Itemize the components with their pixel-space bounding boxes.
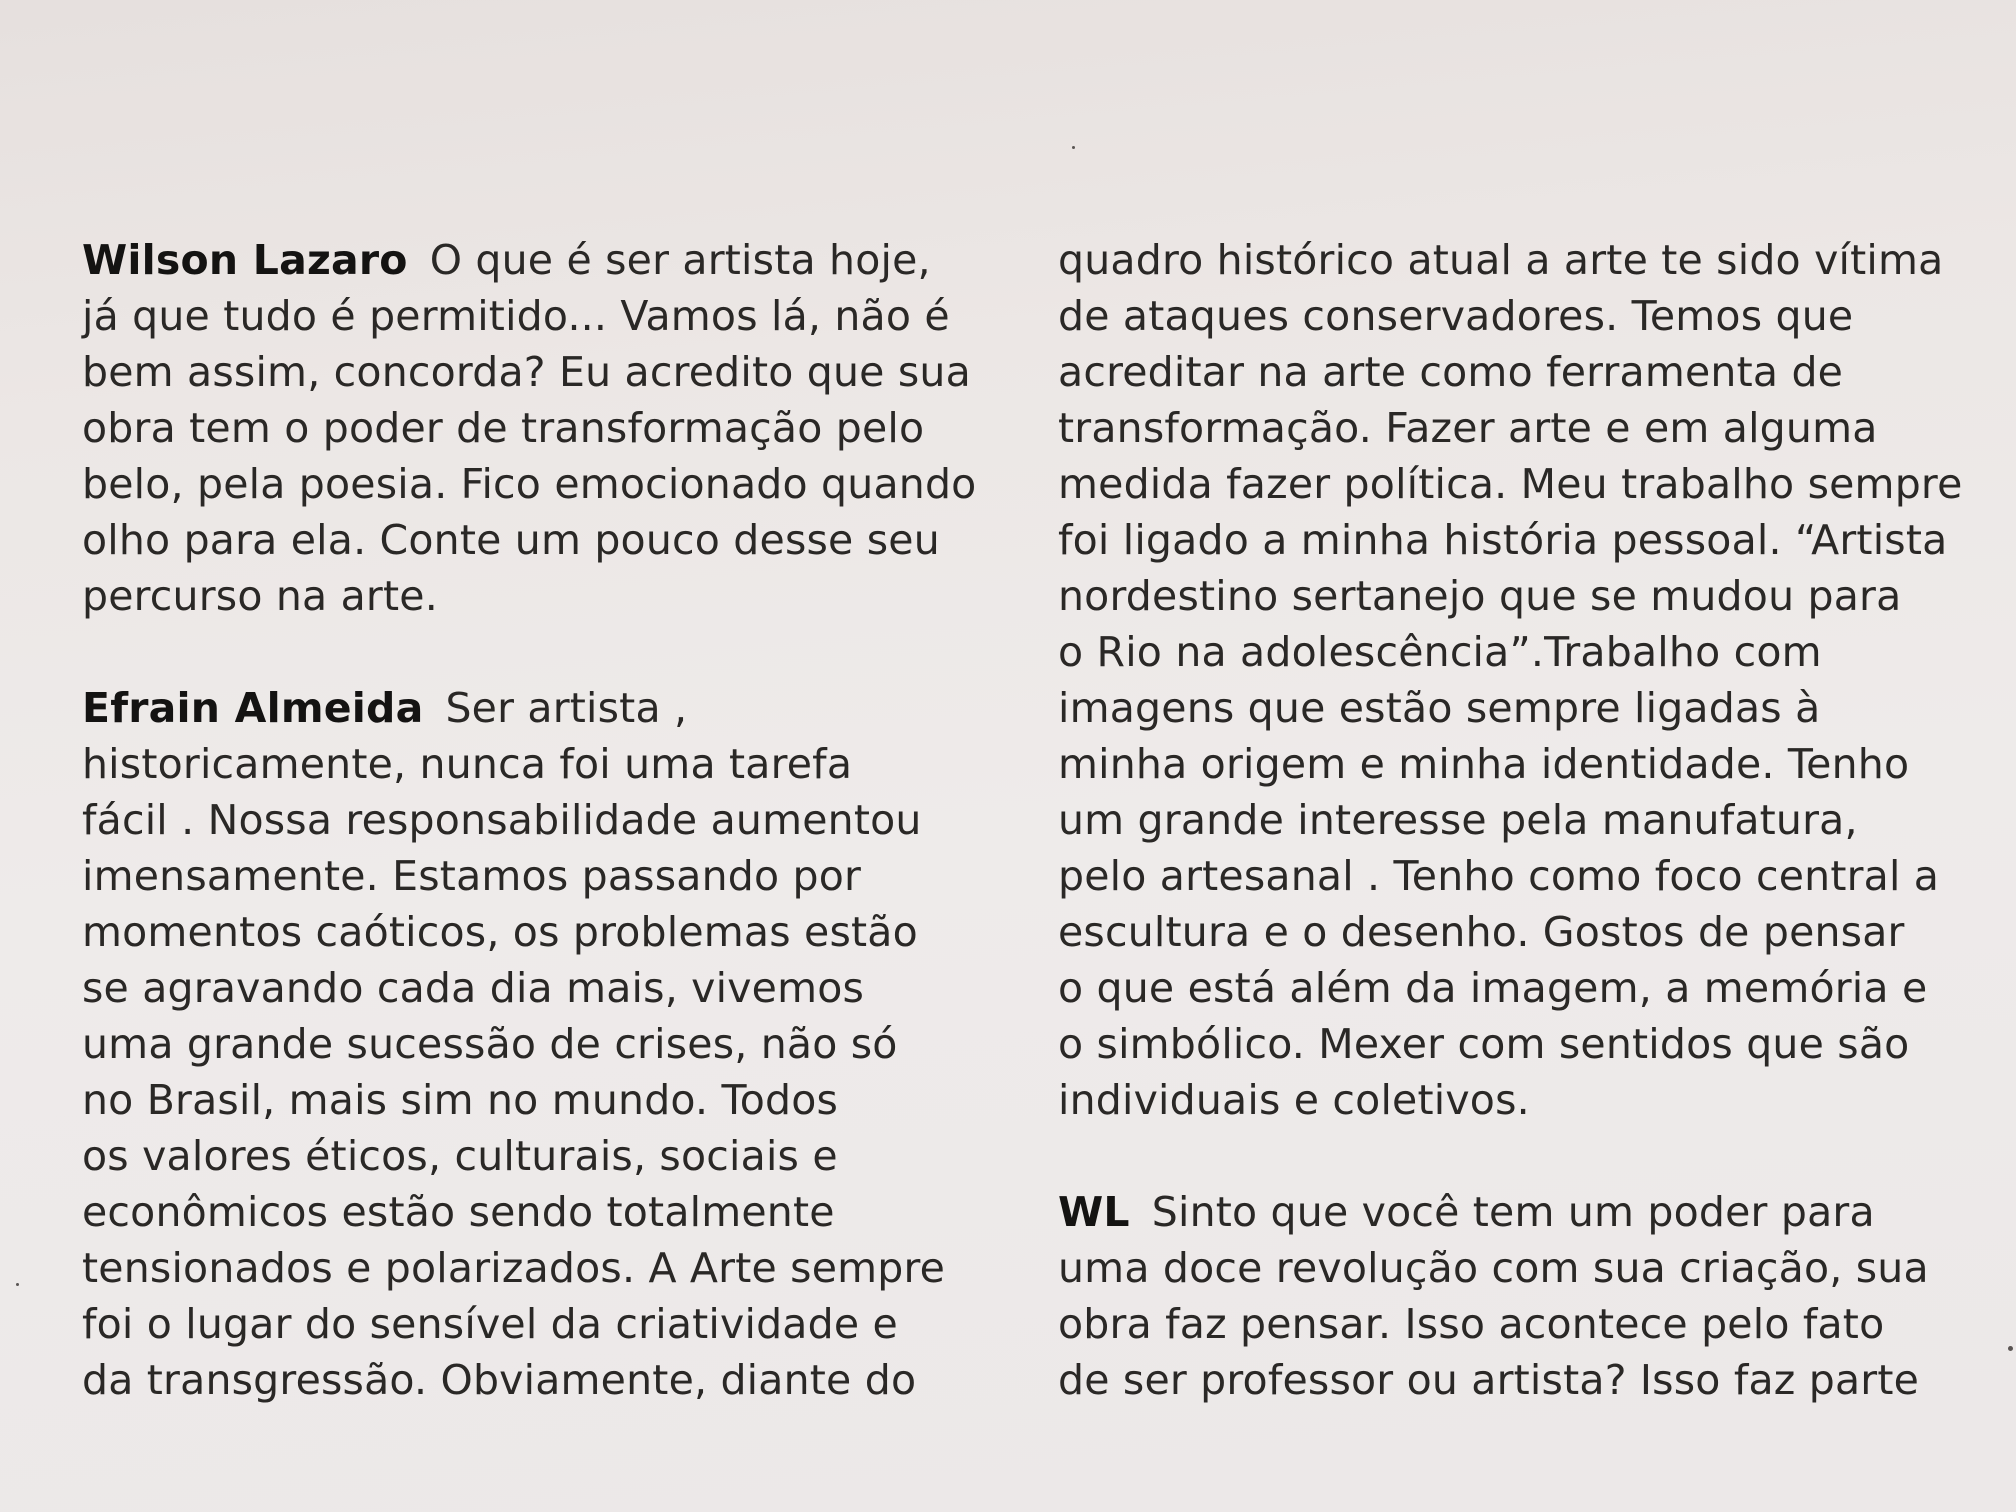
text-line: Wilson Lazaro O que é ser artista hoje, [82, 236, 931, 284]
text-line: bem assim, concorda? Eu acredito que sua [82, 348, 971, 396]
paper-speck [1072, 146, 1075, 149]
text-line: já que tudo é permitido... Vamos lá, não é [82, 292, 950, 340]
text-line: o que está além da imagem, a memória e [1058, 964, 1928, 1012]
text-line: uma doce revolução com sua criação, sua [1058, 1244, 1929, 1292]
text-line: transformação. Fazer arte e em alguma [1058, 404, 1878, 452]
text-line: foi o lugar do sensível da criatividade e [82, 1300, 898, 1348]
text-line: momentos caóticos, os problemas estão [82, 908, 918, 956]
text-line: foi ligado a minha história pessoal. “Artista [1058, 516, 1948, 564]
paragraph-gap [1058, 1128, 1988, 1184]
text-line: se agravando cada dia mais, vivemos [82, 964, 865, 1012]
text-line: um grande interesse pela manufatura, [1058, 796, 1858, 844]
text-line: obra tem o poder de transformação pelo [82, 404, 925, 452]
text-line: individuais e coletivos. [1058, 1076, 1530, 1124]
text-line: de ser professor ou artista? Isso faz parte [1058, 1356, 1920, 1404]
text-line: minha origem e minha identidade. Tenho [1058, 740, 1910, 788]
text-line: de ataques conservadores. Temos que [1058, 292, 1854, 340]
text-line: da transgressão. Obviamente, diante do [82, 1356, 917, 1404]
text-line: tensionados e polarizados. A Arte sempre [82, 1244, 946, 1292]
paragraph-gap [82, 624, 982, 680]
text-line: os valores éticos, culturais, sociais e [82, 1132, 838, 1180]
text-line: acreditar na arte como ferramenta de [1058, 348, 1844, 396]
text-line: quadro histórico atual a arte te sido vítima [1058, 236, 1944, 284]
text-line: obra faz pensar. Isso acontece pelo fato [1058, 1300, 1885, 1348]
text-line: WL Sinto que você tem um poder para [1058, 1188, 1875, 1236]
text-line: escultura e o desenho. Gostos de pensar [1058, 908, 1905, 956]
text-line: no Brasil, mais sim no mundo. Todos [82, 1076, 839, 1124]
speaker-name: Efrain Almeida [82, 684, 424, 732]
text-line: olho para ela. Conte um pouco desse seu [82, 516, 940, 564]
text-line: uma grande sucessão de crises, não só [82, 1020, 898, 1068]
speaker-name: WL [1058, 1188, 1130, 1236]
text-line: nordestino sertanejo que se mudou para [1058, 572, 1902, 620]
text-line: percurso na arte. [82, 572, 438, 620]
paper-speck [16, 1283, 19, 1286]
text-line: pelo artesanal . Tenho como foco central a [1058, 852, 1940, 900]
text-line: Efrain Almeida Ser artista , [82, 684, 688, 732]
text-line: imagens que estão sempre ligadas à [1058, 684, 1821, 732]
speaker-name: Wilson Lazaro [82, 236, 408, 284]
text-line: imensamente. Estamos passando por [82, 852, 862, 900]
right-column [1058, 232, 1988, 1408]
left-column [82, 232, 982, 1408]
text-line: historicamente, nunca foi uma tarefa [82, 740, 853, 788]
text-line: medida fazer política. Meu trabalho sempre [1058, 460, 1963, 508]
paper-speck [2008, 1346, 2013, 1351]
text-line: o simbólico. Mexer com sentidos que são [1058, 1020, 1910, 1068]
text-line: fácil . Nossa responsabilidade aumentou [82, 796, 922, 844]
text-line: belo, pela poesia. Fico emocionado quando [82, 460, 977, 508]
text-line: o Rio na adolescência”.Trabalho com [1058, 628, 1822, 676]
text-line: econômicos estão sendo totalmente [82, 1188, 835, 1236]
